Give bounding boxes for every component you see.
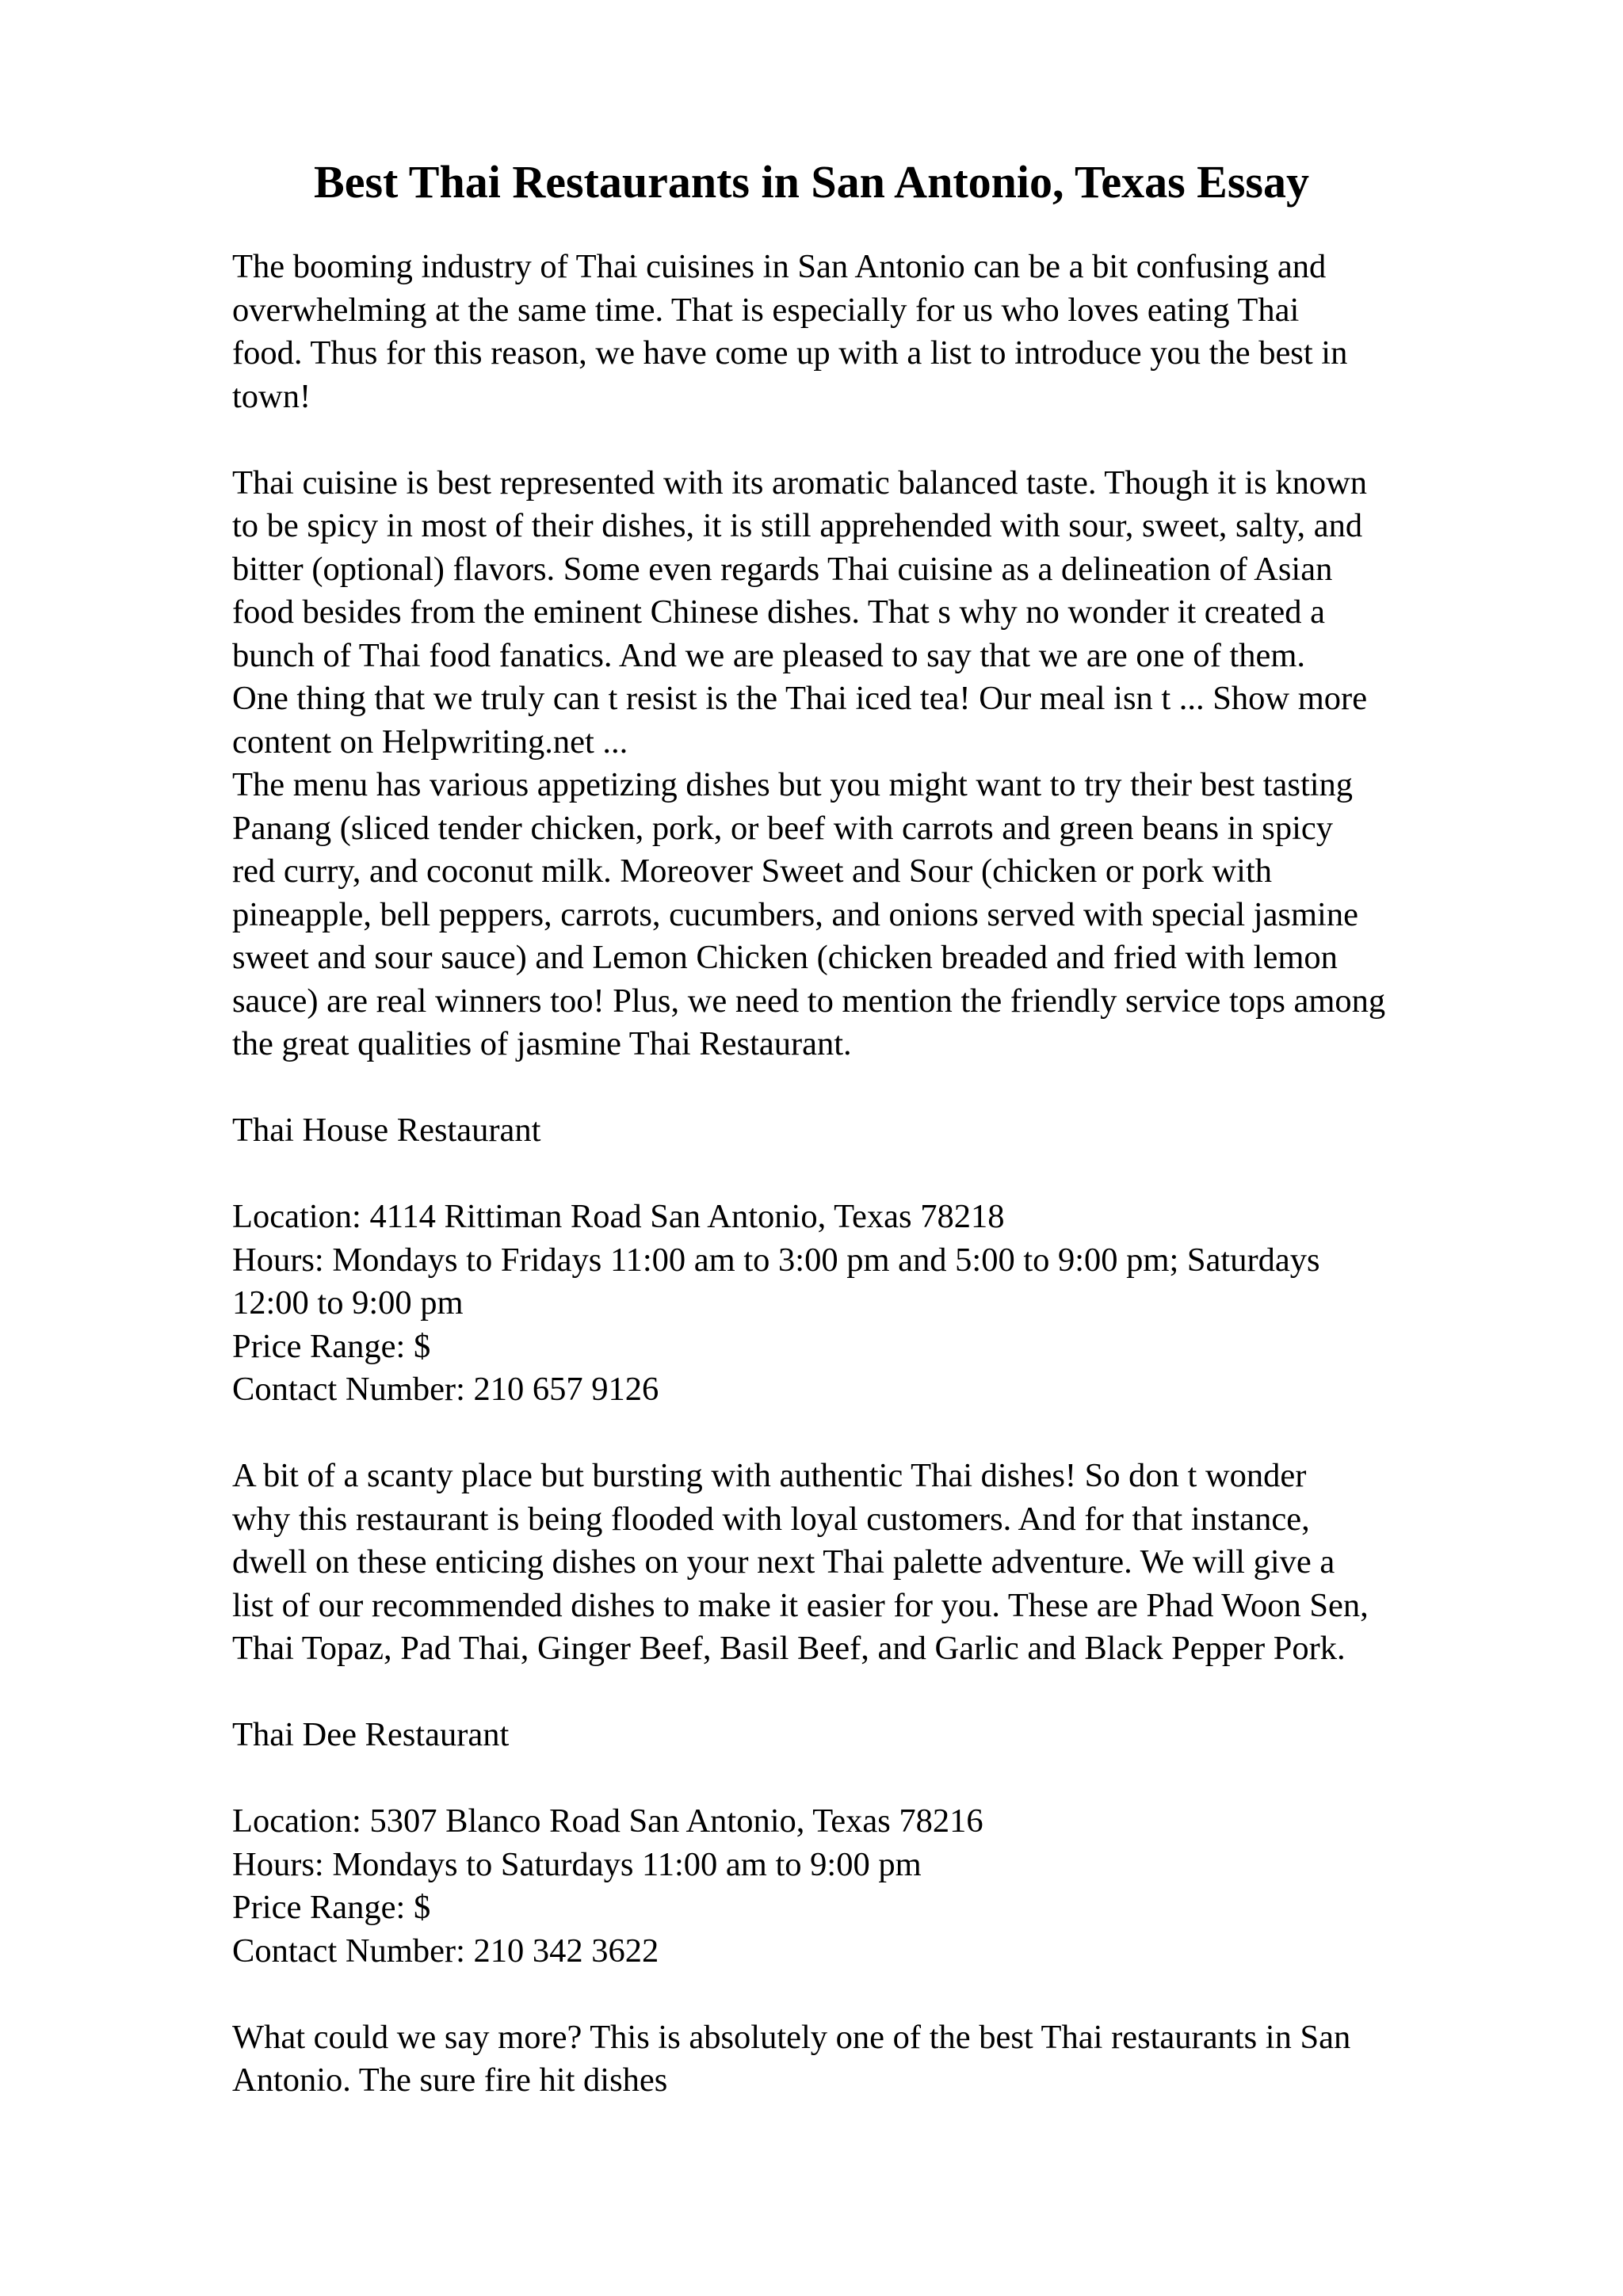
text-line: One thing that we truly can t resist is the Thai iced tea! Our meal isn t ... Show more (232, 680, 1368, 717)
text-line: What could we say more? This is absolutely one of the best Thai restaurants in San (232, 2018, 1351, 2056)
menu-paragraph (232, 764, 1532, 1066)
restaurant-location: Location: 4114 Rittiman Road San Antonio, Texas 78218 (232, 1198, 1005, 1235)
text-line: The menu has various appetizing dishes but you might want to try their best tasting (232, 766, 1354, 803)
paragraph-gap (232, 1153, 1532, 1196)
paragraph-gap (232, 418, 1532, 462)
text-line: pineapple, bell peppers, carrots, cucumbers, and onions served with special jasmine (232, 895, 1358, 933)
essay-body (232, 246, 1532, 2103)
restaurant-contact: Contact Number: 210 342 3622 (232, 1932, 659, 1970)
text-line: sweet and sour sauce) and Lemon Chicken (chicken breaded and fried with lemon (232, 939, 1338, 976)
paragraph-gap (232, 1412, 1532, 1455)
text-line: food. Thus for this reason, we have come up with a list to introduce you the best in (232, 334, 1348, 372)
text-line: Thai cuisine is best represented with its aromatic balanced taste. Though it is known (232, 463, 1368, 502)
text-line: dwell on these enticing dishes on your next Thai palette adventure. We will give a (232, 1543, 1335, 1581)
intro-paragraph (232, 246, 1532, 418)
restaurant-1-description (232, 1455, 1532, 1671)
text-line: Panang (sliced tender chicken, pork, or beef with carrots and green beans in spicy (232, 809, 1334, 847)
text-line: Thai Topaz, Pad Thai, Ginger Beef, Basil Beef, and Garlic and Black Pepper Pork. (232, 1630, 1346, 1667)
text-line: The booming industry of Thai cuisines in San Antonio can be a bit confusing and (232, 248, 1327, 285)
paragraph-gap (232, 1757, 1532, 1801)
text-line: bunch of Thai food fanatics. And we are pleased to say that we are one of them. (232, 636, 1306, 674)
text-line: A bit of a scanty place but bursting with authentic Thai dishes! So don t wonder (232, 1457, 1307, 1494)
paragraph-gap (232, 1973, 1532, 2016)
text-line: overwhelming at the same time. That is especially for us who loves eating Thai (232, 291, 1300, 329)
restaurant-contact: Contact Number: 210 657 9126 (232, 1371, 659, 1408)
paragraph-gap (232, 1066, 1532, 1110)
text-line: content on Helpwriting.net ... (232, 723, 628, 761)
text-line: red curry, and coconut milk. Moreover Sweet and Sour (chicken or pork with (232, 852, 1273, 890)
text-line: to be spicy in most of their dishes, it is still apprehended with sour, sweet, salty, and (232, 507, 1363, 544)
cuisine-paragraph (232, 462, 1532, 765)
paragraph-gap (232, 1671, 1532, 1714)
restaurant-hours: 12:00 to 9:00 pm (232, 1284, 464, 1322)
restaurant-location: Location: 5307 Blanco Road San Antonio, Texas 78216 (232, 1802, 983, 1840)
restaurant-price: Price Range: $ (232, 1889, 431, 1926)
text-line: the great qualities of jasmine Thai Restaurant. (232, 1025, 852, 1062)
text-line: bitter (optional) flavors. Some even regards Thai cuisine as a delineation of Asian (232, 550, 1333, 588)
text-line: Antonio. The sure fire hit dishes (232, 2061, 668, 2099)
restaurant-name: Thai Dee Restaurant (232, 1716, 510, 1753)
text-line: food besides from the eminent Chinese dishes. That s why no wonder it created a (232, 593, 1325, 631)
text-line: why this restaurant is being flooded with loyal customers. And for that instance, (232, 1500, 1310, 1538)
text-line: list of our recommended dishes to make it easier for you. These are Phad Woon Sen, (232, 1586, 1369, 1624)
restaurant-hours: Hours: Mondays to Fridays 11:00 am to 3:00 pm and 5:00 to 9:00 pm; Saturdays (232, 1241, 1320, 1279)
restaurant-price: Price Range: $ (232, 1327, 431, 1365)
restaurant-hours: Hours: Mondays to Saturdays 11:00 am to 9:00 pm (232, 1845, 922, 1883)
restaurant-2-description (232, 2016, 1532, 2103)
restaurant-1-heading (232, 1109, 1532, 1153)
essay-title: Best Thai Restaurants in San Antonio, Texas Essay (314, 156, 1309, 208)
restaurant-1-details (232, 1196, 1532, 1412)
restaurant-name: Thai House Restaurant (232, 1112, 541, 1149)
restaurant-2-details (232, 1800, 1532, 1973)
text-line: town! (232, 377, 311, 415)
text-line: sauce) are real winners too! Plus, we need to mention the friendly service tops among (232, 982, 1386, 1020)
restaurant-2-heading (232, 1714, 1532, 1757)
